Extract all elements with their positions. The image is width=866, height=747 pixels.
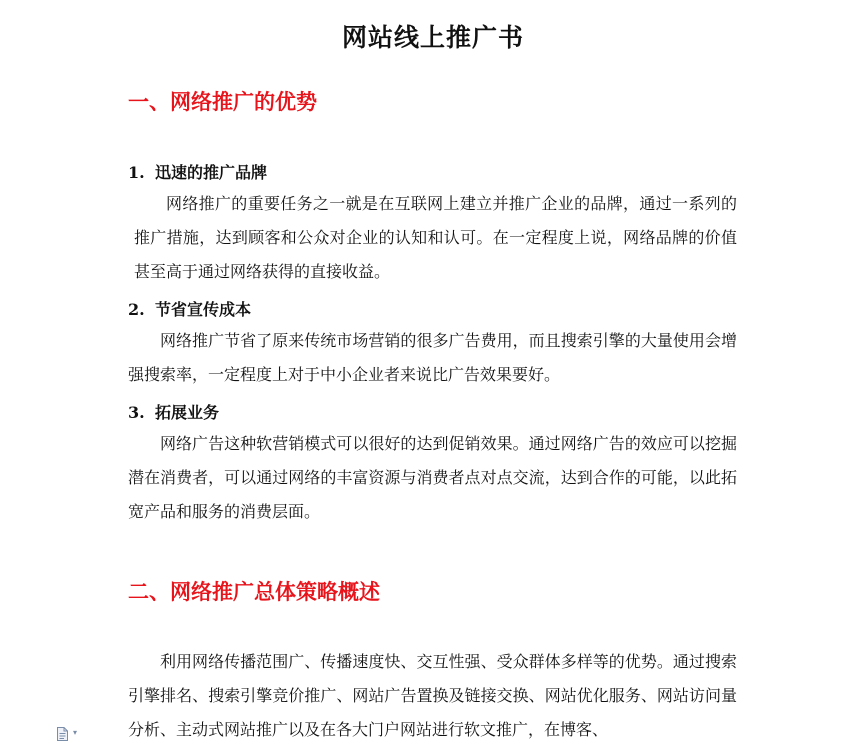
subsection-title: 迅速的推广品牌	[155, 163, 268, 182]
subsection-number: 1.	[128, 163, 145, 182]
section-heading-advantages: 一、网络推广的优势	[128, 89, 317, 114]
subsection-number: 3.	[128, 403, 145, 422]
subsection-number: 2.	[128, 300, 145, 319]
paragraph-cost: 网络推广节省了原来传统市场营销的很多广告费用，而且搜索引擎的大量使用会增强搜索率，一定程度上对于中小企业者来说比广告效果要好。	[128, 331, 737, 384]
paragraph-business: 网络广告这种软营销模式可以很好的达到促销效果。通过网络广告的效应可以挖掘潜在消费者，可以通过网络的丰富资源与消费者点对点交流，达到合作的可能，以此拓宽产品和服务的消费层面。	[128, 434, 737, 521]
subsection-title: 节省宣传成本	[155, 300, 252, 319]
chevron-down-icon[interactable]: ▾	[73, 728, 78, 737]
subsection-heading-business	[128, 400, 219, 423]
paragraph-strategy: 利用网络传播范围广、传播速度快、交互性强、受众群体多样等的优势。通过搜索引擎排名、搜索引擎竞价推广、网站广告置换及链接交换、网站优化服务、网站访问量分析、主动式网站推广以及在各大门户网站进行软文推广，在博客、	[128, 652, 737, 739]
document-title: 网站线上推广书	[341, 23, 524, 52]
section-heading-strategy: 二、网络推广总体策略概述	[128, 579, 380, 604]
subsection-heading-brand	[128, 160, 267, 183]
document-icon[interactable]	[57, 726, 68, 740]
subsection-heading-cost	[128, 297, 251, 320]
paragraph-brand: 网络推广的重要任务之一就是在互联网上建立并推广企业的品牌，通过一系列的推广措施，达到顾客和公众对企业的认知和认可。在一定程度上说，网络品牌的价值甚至高于通过网络获得的直接收益。	[134, 194, 737, 281]
subsection-title: 拓展业务	[155, 403, 220, 422]
